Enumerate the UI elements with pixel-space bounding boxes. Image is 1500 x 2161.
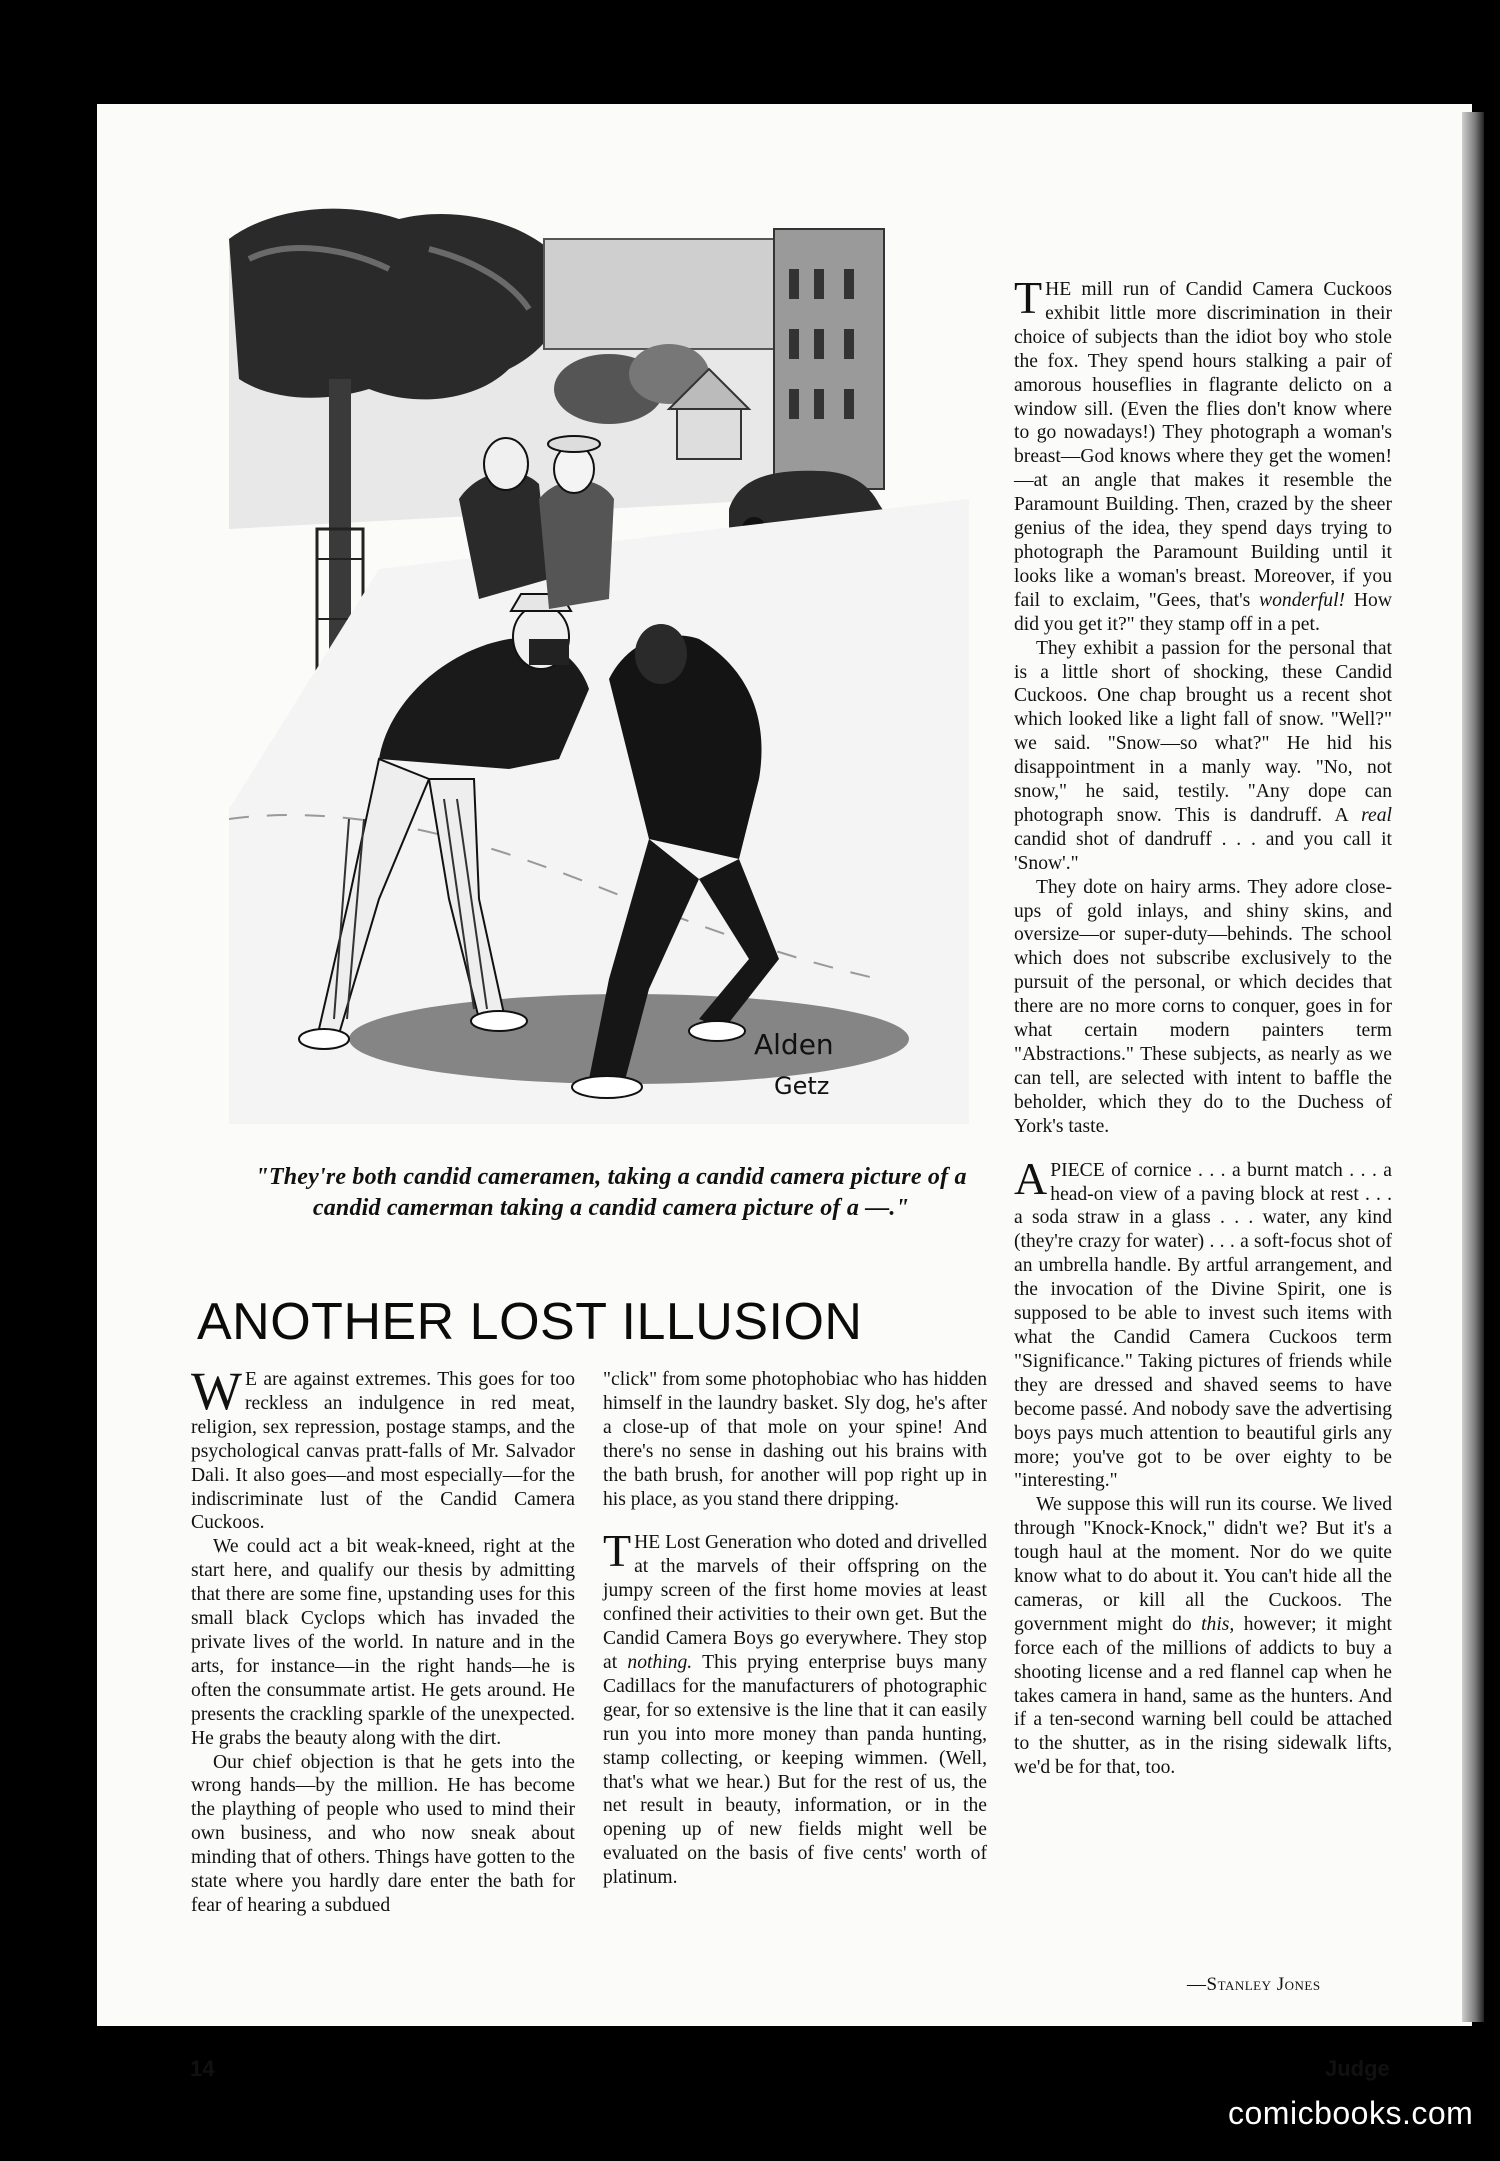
paragraph-text: We suppose this will run its course. We lived through "Knock-Knock," didn't we? But it's a tough haul at the moment. Nor do we quite know what to do about it. You can't hide all the cameras, or kill all the Cuckoos. The government might do <box>1014 1494 1392 1635</box>
emphasis: nothing. <box>627 1651 693 1673</box>
drop-cap: W <box>191 1361 242 1421</box>
paragraph-text: HE mill run of Candid Camera Cuckoos exhibit little more discrimination in their choice of subjects than the idiot boy who stole the fox. They spend hours stalking a pair of amorous houseflies in flagrante delicto on a window sill. (Even the flies don't know where to go nowadays!) They photograph a woman's breast—God knows where they get the women!—at an angle that makes it resemble the Paramount Building. Then, crazed by the sheer genius of the idea, they spend days trying to photograph the Paramount Building until it looks like a woman's breast. Moreover, if you fail to exclaim, "Gees, that's <box>1014 279 1392 611</box>
drop-cap: T <box>603 1525 632 1577</box>
paragraph: They dote on hairy arms. They adore close-ups of gold inlays, and shiny skins, and oversize—or super-duty—behinds. The school which does not subscribe exclusively to the pursuit of the personal, or which decides that there are no more corns to conquer, goes in for what certain modern painters term "Abstractions." These subjects, as nearly as we can tell, are selected with intent to baffle the beholder, which they do to the Duchess of York's taste. <box>1014 876 1392 1137</box>
site-watermark: comicbooks.com <box>1228 2095 1474 2131</box>
article-column-1 <box>191 1361 575 1918</box>
illustration-caption: "They're both candid cameramen, taking a candid camera picture of a candid camerman taking a candid camera picture of a —." <box>255 1164 967 1221</box>
paragraph <box>1014 1493 1392 1780</box>
paragraph-text: E are against extremes. This goes for too reckless an indulgence in red meat, religion, sex repression, postage stamps, and the psychological canvas pratt-falls of Mr. Salvador Dali. It also goes—and most especially—for the indiscriminate lust of the Candid Camera Cuckoos. <box>191 1369 575 1534</box>
paragraph-text: candid shot of dandruff . . . and you call it 'Snow'." <box>1014 828 1392 874</box>
paragraph <box>1014 1152 1392 1494</box>
artist-signature-line1: Alden <box>754 1028 834 1061</box>
author-byline: —Stanley Jones <box>1187 1974 1321 1995</box>
emphasis: wonderful! <box>1259 589 1346 611</box>
paragraph-text: How did you get it?" they stamp off in a pet. <box>1014 589 1392 635</box>
magazine-name: Judge <box>1325 2056 1390 2081</box>
paragraph-text: This prying enterprise buys many Cadillacs for the manufacturers of photographic gear, for so extensive is the line that it can easily run you into more money than panda hunting, stamp collecting, or keeping wimmen. (Well, that's what we hear.) But for the rest of us, the net result in beauty, information, or in the opening up of new fields might well be evaluated on the basis of five cents' worth of platinum. <box>603 1651 987 1889</box>
paragraph-text: PIECE of cornice . . . a burnt match . . . a head-on view of a paving block at rest . . . a soda straw in a glass . . . water, any kind (they're crazy for water) . . . a soft-focus shot of an umbrella handle. By artful arrangement, and the invocation of the Divine Spirit, one is supposed to be able to invest such items with what the Candid Camera Cuckoos term "Significance." Taking pictures of friends while they are dressed and shaved seems to have become passé. And nobody save the advertising boys pays much attention to beautiful girls any more; you've got to be over eighty to be "interesting." <box>1014 1159 1392 1492</box>
paragraph-text: They exhibit a passion for the personal that is a little short of shocking, these Candid Cuckoos. One chap brought us a recent shot which looked like a light fall of snow. "Well?" we said. "Snow—so what?" He hid his disappointment in a manly way. "No, not snow," he said, testily. "Any dope can photograph snow. This is dandruff. A <box>1014 637 1392 826</box>
article-column-3 <box>1014 272 1392 1780</box>
cartoon-illustration <box>229 199 969 1124</box>
article-column-2 <box>603 1368 987 1890</box>
page-number: 14 <box>190 2056 215 2081</box>
paragraph: Our chief objection is that he gets into the wrong hands—by the million. He has become the plaything of people who used to mind their own business, and who now sneak about minding that of others. Things have gotten to the state where you hardly dare enter the bath for fear of hearing a subdued <box>191 1751 575 1916</box>
paragraph-text: however; it might force each of the millions of addicts to buy a shooting license and a red flannel cap when he takes camera in hand, same as the hunters. And if a ten-second warning bell could be attached to the shutter, as in the rising sidewalk lifts, we'd be for that, too. <box>1014 1613 1392 1779</box>
paragraph-text: HE Lost Generation who doted and drivelled at the marvels of their offspring on the jumpy screen of the first home movies at least confined their activities to their own get. But the Candid Camera Boys go everywhere. They stop at <box>603 1532 987 1673</box>
emphasis: real <box>1361 804 1392 826</box>
artist-signature-line2: Getz <box>774 1072 830 1100</box>
paragraph <box>1014 272 1392 637</box>
paragraph <box>603 1525 987 1890</box>
drop-cap: T <box>1014 272 1043 323</box>
paragraph: "click" from some photophobiac who has hidden himself in the laundry basket. Sly dog, he's after a close-up of that mole on your spine! And there's no sense in dashing out his brains with the bath brush, for another will pop right up in his place, as you stand there dripping. <box>603 1369 987 1510</box>
paragraph: We could act a bit weak-kneed, right at the start here, and qualify our thesis by admitting that there are some fine, upstanding uses for this small black Cyclops which has invaded the private lives of the world. In nature and in the arts, for instance—in the right hands—he is often the consummate artist. He gets around. He presents the crackling sparkle of the unexpected. He grabs the beauty along with the dirt. <box>191 1536 575 1749</box>
emphasis: this, <box>1201 1613 1235 1635</box>
paragraph <box>1014 637 1392 876</box>
page-content <box>97 104 1472 2081</box>
paragraph <box>191 1361 575 1535</box>
article-title: ANOTHER LOST ILLUSION <box>197 1293 863 1351</box>
drop-cap: A <box>1014 1152 1048 1204</box>
